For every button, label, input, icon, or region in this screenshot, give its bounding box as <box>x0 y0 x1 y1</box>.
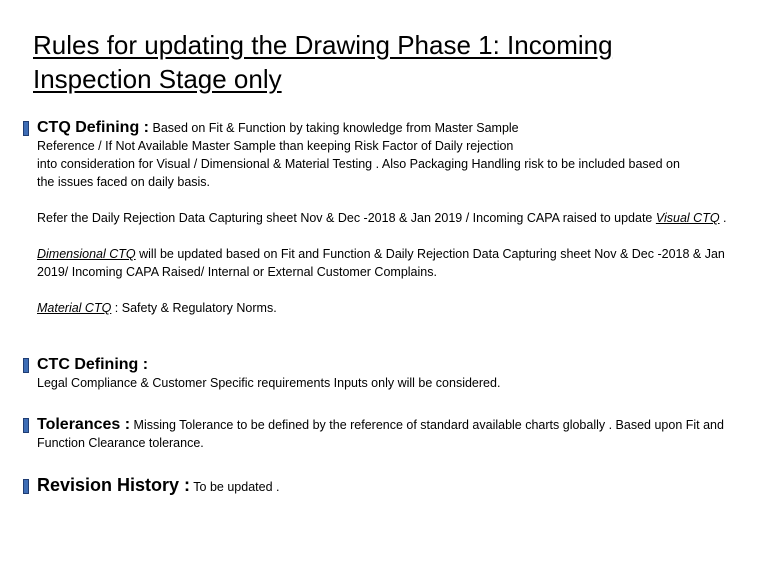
ctq-line-4: the issues faced on daily basis. <box>37 175 211 189</box>
tolerances-heading: Tolerances : <box>37 416 131 433</box>
ctc-heading: CTC Defining : <box>37 356 149 373</box>
bullet-icon <box>23 479 29 494</box>
ctq-colon: : <box>139 119 149 136</box>
ctc-text: Legal Compliance & Customer Specific requirements Inputs only will be considered. <box>37 376 501 390</box>
ctq-section <box>37 119 749 317</box>
bullet-icon <box>23 121 29 136</box>
ctq-line-2: Reference / If Not Available Master Sample than keeping Risk Factor of Daily rejection <box>37 139 514 153</box>
visual-ctq-link[interactable]: Visual CTQ <box>655 211 720 225</box>
bullet-icon <box>23 418 29 433</box>
dimensional-ctq-link[interactable]: Dimensional CTQ <box>37 247 136 261</box>
revision-section <box>37 476 749 496</box>
revision-text: To be updated . <box>190 480 280 494</box>
tolerances-section <box>37 416 749 452</box>
ctq-line-1: Based on Fit & Function by taking knowledge from Master Sample <box>152 121 519 135</box>
title-line-2: Inspection Stage only <box>33 64 282 94</box>
ctq-line-3: into consideration for Visual / Dimensional & Material Testing . Also Packaging Handling risk to be included based on <box>37 157 680 171</box>
material-ctq-link[interactable]: Material CTQ <box>37 301 112 315</box>
ctq-mat-text: : Safety & Regulatory Norms. <box>111 301 277 315</box>
ctc-section <box>37 356 749 392</box>
ctq-refer-text: Refer the Daily Rejection Data Capturing sheet Nov & Dec -2018 & Jan 2019 / Incoming CAPA raised to update <box>37 211 656 225</box>
bullet-icon <box>23 358 29 373</box>
ctq-heading: CTQ Defining <box>37 119 140 136</box>
ctq-refer-end: . <box>719 211 727 225</box>
slide-title <box>33 28 733 96</box>
ctq-dim-text: will be updated based on Fit and Function & Daily Rejection Data Capturing sheet Nov & Dec -2018 & Jan 2019/ Incoming CAPA Raised/ Internal or External Customer Complains. <box>37 247 725 279</box>
revision-heading: Revision History : <box>37 475 191 495</box>
title-line-1: Rules for updating the Drawing Phase 1: Incoming <box>33 30 613 60</box>
tolerances-text: Missing Tolerance to be defined by the reference of standard available charts globally . Based upon Fit and Function Clearance tolerance. <box>37 418 724 450</box>
